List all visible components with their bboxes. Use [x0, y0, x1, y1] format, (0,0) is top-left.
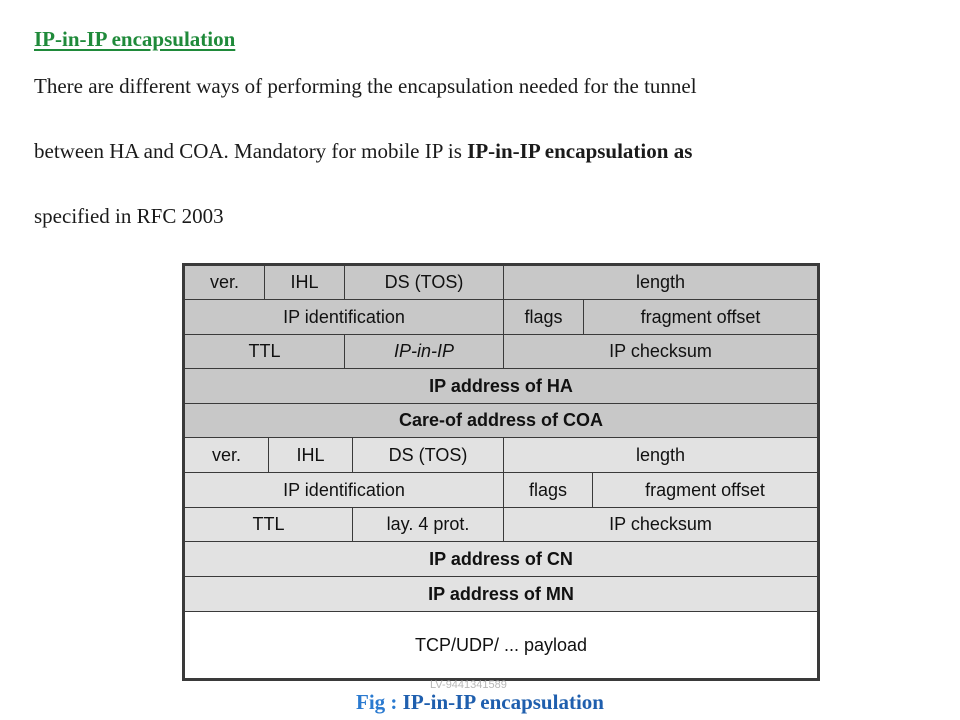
inner-ihl-field: IHL	[268, 437, 353, 473]
inner-ip-identification-field: IP identification	[184, 472, 504, 508]
outer-fragment-offset-field: fragment offset	[583, 299, 818, 335]
outer-ihl-field: IHL	[264, 265, 345, 300]
inner-ttl-field: TTL	[184, 507, 353, 542]
inner-fragment-offset-field: fragment offset	[592, 472, 818, 508]
outer-length-field: length	[503, 265, 818, 300]
inner-protocol-field: lay. 4 prot.	[352, 507, 504, 542]
outer-ds-field: DS (TOS)	[344, 265, 504, 300]
inner-checksum-field: IP checksum	[503, 507, 818, 542]
outer-destination-address-field: Care-of address of COA	[184, 403, 818, 438]
outer-protocol-field: IP-in-IP	[344, 334, 504, 369]
figure-caption-title: IP-in-IP encapsulation	[402, 690, 604, 714]
figure-caption	[0, 690, 960, 715]
paragraph-line-2-emphasis: IP-in-IP encapsulation as	[467, 139, 693, 163]
outer-source-address-field: IP address of HA	[184, 368, 818, 404]
inner-length-field: length	[503, 437, 818, 473]
inner-flags-field: flags	[503, 472, 593, 508]
outer-ver-field: ver.	[184, 265, 265, 300]
outer-flags-field: flags	[503, 299, 584, 335]
inner-source-address-field: IP address of CN	[184, 541, 818, 577]
paragraph-line-3: specified in RFC 2003	[34, 204, 224, 228]
ip-in-ip-packet-diagram	[182, 263, 820, 681]
inner-ver-field: ver.	[184, 437, 269, 473]
figure-caption-prefix: Fig :	[356, 690, 403, 714]
outer-checksum-field: IP checksum	[503, 334, 818, 369]
section-heading: IP-in-IP encapsulation	[34, 27, 236, 51]
outer-ip-identification-field: IP identification	[184, 299, 504, 335]
inner-destination-address-field: IP address of MN	[184, 576, 818, 612]
paragraph-line-1: There are different ways of performing the encapsulation needed for the tunnel	[34, 74, 697, 98]
payload-field: TCP/UDP/ ... payload	[184, 611, 818, 679]
inner-ds-field: DS (TOS)	[352, 437, 504, 473]
paragraph-line-2	[34, 139, 692, 164]
watermark-text: LV-9441341589	[430, 679, 507, 691]
paragraph-line-2-text: between HA and COA. Mandatory for mobile IP is	[34, 139, 468, 163]
outer-ttl-field: TTL	[184, 334, 345, 369]
